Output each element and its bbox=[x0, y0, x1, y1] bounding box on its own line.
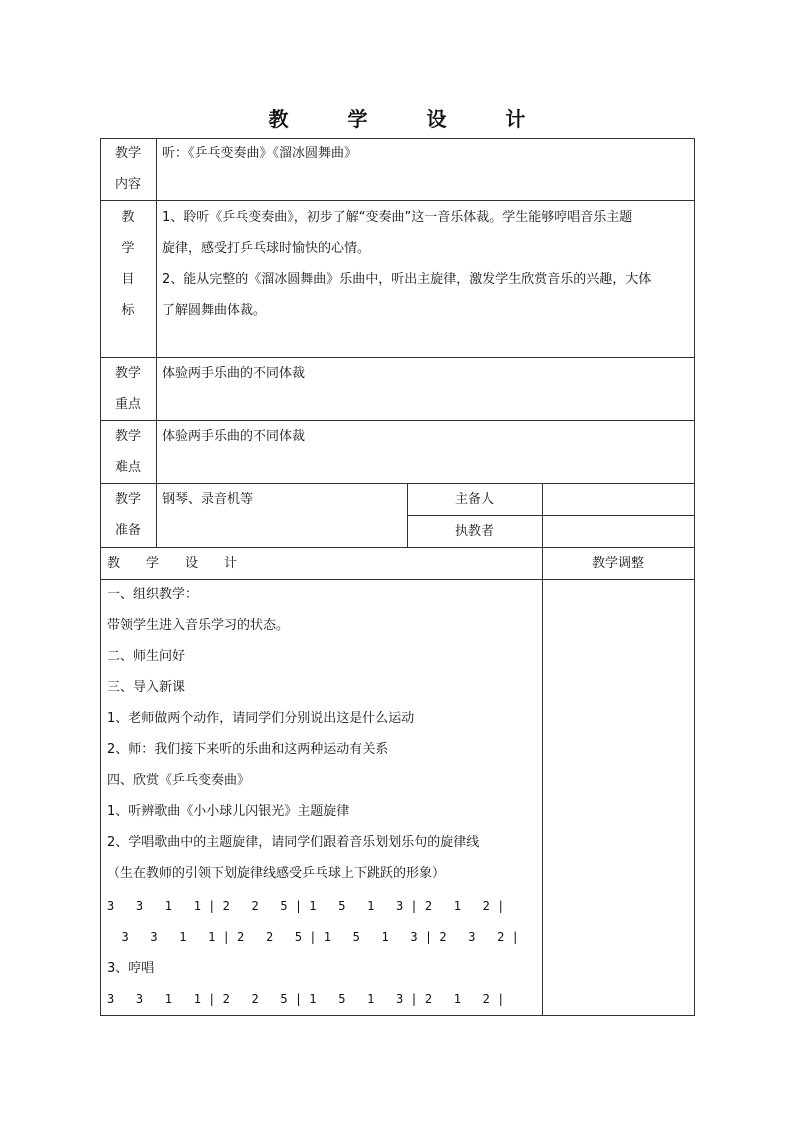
goal-line: 1、聆听《乒乓变奏曲》，初步了解“变奏曲”这一音乐体裁。学生能够哼唱音乐主题 bbox=[162, 210, 633, 225]
design-line: 2、师：我们接下来听的乐曲和这两种运动有关系 bbox=[107, 742, 389, 757]
design-line: 二、师生问好 bbox=[107, 649, 186, 664]
main-preparer-label: 主备人 bbox=[454, 492, 494, 507]
difficulties-label-1: 教学 bbox=[114, 429, 141, 444]
goal-line: 2、能从完整的《溜冰圆舞曲》乐曲中，听出主旋律，激发学生欣赏音乐的兴趣，大体 bbox=[162, 272, 652, 287]
page-title: 教 学 设 计 bbox=[268, 107, 552, 131]
design-line: （生在教师的引领下划旋律线感受乒乓球上下跳跃的形象） bbox=[107, 866, 446, 881]
preparation-label-2: 准备 bbox=[114, 523, 141, 538]
design-header-left: 教 学 设 计 bbox=[107, 556, 238, 571]
goal-line: 旋律，感受打乒乓球时愉快的心情。 bbox=[162, 241, 371, 256]
goals-label-3: 目 bbox=[121, 272, 135, 287]
table-border-right bbox=[694, 138, 695, 1016]
keypoints-label-1: 教学 bbox=[114, 366, 141, 381]
content-text: 听：《乒乓变奏曲》《溜冰圆舞曲》 bbox=[162, 146, 358, 161]
goals-label-4: 标 bbox=[121, 303, 135, 318]
teacher-label: 执教者 bbox=[454, 524, 494, 539]
goal-line: 了解圆舞曲体裁。 bbox=[162, 303, 267, 318]
design-line: 2、学唱歌曲中的主题旋律，请同学们跟着音乐划划乐句的旋律线 bbox=[107, 835, 480, 850]
difficulties-label-2: 难点 bbox=[114, 460, 141, 475]
keypoints-label-2: 重点 bbox=[114, 397, 141, 412]
label-column-divider bbox=[156, 138, 157, 547]
notation-line: 3 3 1 1 | 2 2 5 | 1 5 1 3 | 2 3 2 | bbox=[107, 930, 519, 944]
goals-label-1: 教 bbox=[121, 210, 135, 225]
content-label-1: 教学 bbox=[114, 146, 141, 161]
table-border-bottom bbox=[100, 1015, 695, 1016]
design-line: 四、欣赏《乒乓变奏曲》 bbox=[107, 773, 251, 788]
design-line: 1、听辨歌曲《小小球儿闪银光》主题旋律 bbox=[107, 804, 350, 819]
design-line: 三、导入新课 bbox=[107, 680, 186, 695]
notation-line: 3 3 1 1 | 2 2 5 | 1 5 1 3 | 2 1 2 | bbox=[107, 899, 505, 913]
goals-label-2: 学 bbox=[121, 241, 135, 256]
difficulties-text: 体验两手乐曲的不同体裁 bbox=[162, 429, 306, 444]
row-divider bbox=[100, 200, 695, 201]
lesson-plan-table bbox=[100, 138, 695, 1016]
design-line: 1、老师做两个动作，请同学们分别说出这是什么运动 bbox=[107, 711, 415, 726]
design-line: 带领学生进入音乐学习的状态。 bbox=[107, 618, 290, 633]
hum-label: 3、哼唱 bbox=[107, 961, 155, 976]
content-label-2: 内容 bbox=[114, 177, 141, 192]
notation-hum-line: 3 3 1 1 | 2 2 5 | 1 5 1 3 | 2 1 2 | bbox=[107, 992, 505, 1006]
preparation-label-1: 教学 bbox=[114, 492, 141, 507]
keypoints-text: 体验两手乐曲的不同体裁 bbox=[162, 366, 306, 381]
preparation-text: 钢琴、录音机等 bbox=[162, 492, 254, 507]
design-header-right: 教学调整 bbox=[591, 556, 644, 571]
design-line: 一、组织教学： bbox=[107, 587, 199, 602]
